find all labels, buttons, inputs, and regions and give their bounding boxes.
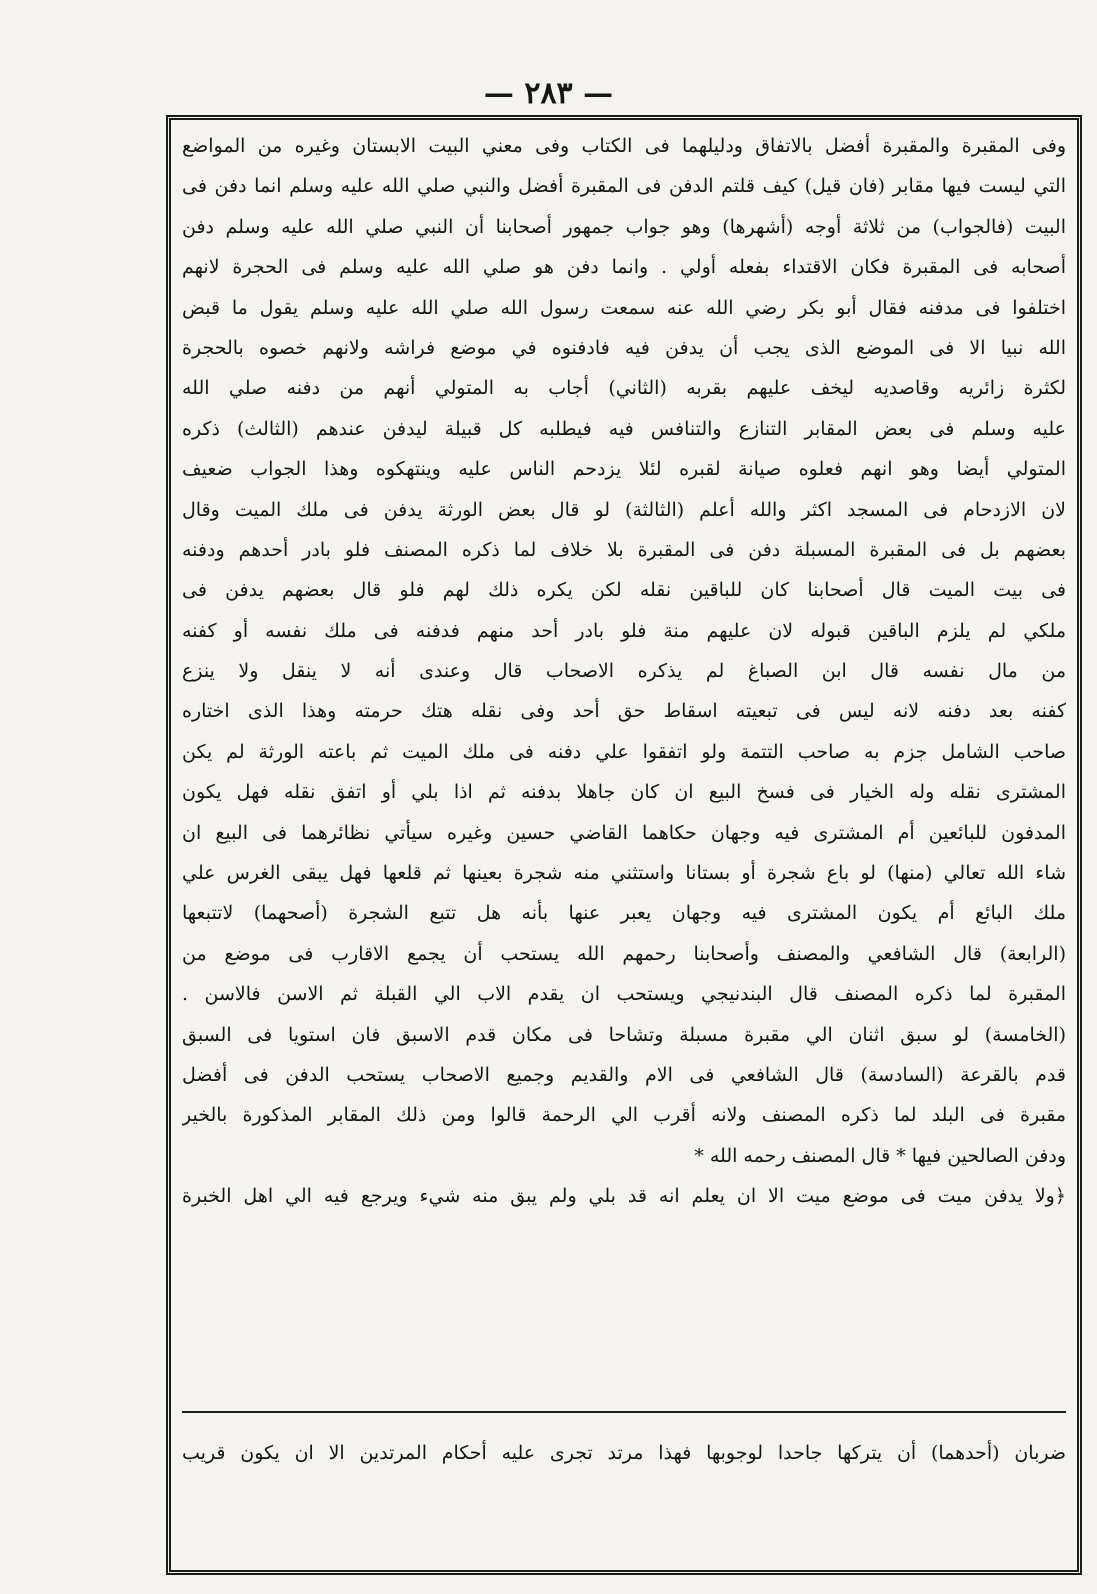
text-line: ودفن الصالحين فيها * قال المصنف رحمه الله * — [694, 1144, 1066, 1167]
text-line: ملكي لم يلزم الباقين قبوله لان عليهم منة فلو بادر أحد منهم فدفنه فى ملك نفسه أو كفنه — [182, 619, 1066, 642]
text-line: مقبرة فى البلد لما ذكره المصنف ولانه أقرب الي الرحمة قالوا ومن ذلك المقابر المذكورة بالخير — [182, 1104, 1066, 1127]
text-line: التي ليست فيها مقابر (فان قيل) كيف قلتم الدفن فى المقبرة أفضل والنبي صلي الله عليه وسلم انما دفن فى — [182, 175, 1066, 198]
text-line: المدفون للبائعين أم المشترى فيه وجهان حكاهما القاضي حسين وغيره سيأتي نظائرهما فى البيع ان — [182, 821, 1066, 844]
body-text — [182, 126, 1066, 1217]
text-line: أصحابه فى المقبرة فكان الاقتداء بفعله أولي . وانما دفن هو صلي الله عليه وسلم فى الحجرة لانهم — [182, 256, 1066, 279]
footnote-separator — [182, 1411, 1066, 1413]
text-line: فى بيت الميت قال أصحابنا كان للباقين نقله لكن يكره ذلك لهم فلو قال بعضهم يدفن فى — [182, 579, 1066, 602]
text-line: (الرابعة) قال الشافعي والمصنف وأصحابنا رحمهم الله يستحب أن يجمع الاقارب فى موضع من — [182, 942, 1066, 965]
text-line: وفى المقبرة والمقبرة أفضل بالاتفاق ودليلهما فى الكتاب وفى معني البيت الابستان وغيره من المواضع — [182, 135, 1066, 157]
text-line: صاحب الشامل جزم به صاحب التتمة ولو اتفقوا علي دفنه فى ملك الميت ثم باعته الورثة لم يكن — [182, 740, 1066, 763]
text-line: عليه وسلم فى بعض المقابر التنازع والتنافس فيه فيطلبه كل قبيلة ليدفن عندهم (الثالث) ذكره — [182, 417, 1066, 440]
text-line: (الخامسة) لو سبق اثنان الي مقبرة مسبلة وتشاحا فى مكان قدم الاسبق فان استويا فى السبق — [182, 1023, 1066, 1046]
text-line: بعضهم بل فى المقبرة المسبلة دفن فى المقبرة بلا خلاف لما ذكره المصنف فلو بادر أحدهم ودفنه — [182, 538, 1066, 561]
text-line: لان الازدحام فى المسجد اكثر والله أعلم (الثالثة) لو قال بعض الورثة يدفن فى ملك الميت وقال — [182, 498, 1066, 521]
text-line: البيت (فالجواب) من ثلاثة أوجه (أشهرها) وهو جواب جمهور أصحابنا أن النبي صلي الله عليه وسلم دفن — [182, 215, 1066, 238]
text-line: من مال نفسه قال ابن الصباغ لم يذكره الاصحاب قال وعندى أنه لا ينقل ولا ينزع — [182, 660, 1066, 683]
text-line: الله نبيا الا فى الموضع الذى يجب أن يدفن فيه فادفنوه في موضع فراشه ولانهم خصوه بالحجرة — [182, 336, 1066, 359]
page-number: — ٢٨٣ — — [483, 76, 614, 111]
text-line: المشترى نقله وله الخيار فى فسخ البيع ان كان جاهلا بدفنه ثم اذا بلي أو اتفق نقله فهل يكون — [182, 781, 1066, 804]
text-line: ملك البائع أم يكون المشترى فيه وجهان يعبر عنها بأنه هل تتبع الشجرة (أصحهما) لاتتبعها — [182, 902, 1066, 925]
text-line: اختلفوا فى مدفنه فقال أبو بكر رضي الله عنه سمعت رسول الله صلي الله عليه وسلم يقول ما قبض — [182, 296, 1066, 319]
text-line: قدم بالقرعة (السادسة) قال الشافعي فى الام والقديم وجميع الاصحاب يستحب الدفن فى أفضل — [182, 1063, 1066, 1086]
text-line: ﴿ولا يدفن ميت فى موضع ميت الا ان يعلم انه قد بلي ولم يبق منه شيء ويرجع فيه الي اهل الخبرة — [182, 1185, 1066, 1208]
text-line: المتولي أيضا وهو انهم فعلوه صيانة لقبره لئلا يزدحم الناس عليه وينتهكوه وهذا الجواب ضعيف — [182, 458, 1066, 481]
text-line: لكثرة زائريه وقاصديه ليخف عليهم بقربه (الثاني) أجاب به المتولي أنهم من دفنه صلي الله — [182, 377, 1066, 400]
text-line: المقبرة لما ذكره المصنف قال البندنيجي ويستحب ان يقدم الاب الي القبلة ثم الاسن فالاسن . — [182, 983, 1066, 1006]
footnote: ضربان (أحدهما) أن يتركها جاحدا لوجوبها فهذا مرتد تجرى عليه أحكام المرتدين الا ان يكون قريب — [182, 1442, 1066, 1464]
text-line: كفنه بعد دفنه لانه ليس فى تبعيته اسقاط حق أحد وفى نقله هتك حرمته وهذا الذى اختاره — [182, 700, 1066, 723]
text-line: شاء الله تعالي (منها) لو باع شجرة أو بستانا واستثني منه شجرة بعينها ثم قلعها فهل يبقى الغرس علي — [182, 862, 1066, 885]
